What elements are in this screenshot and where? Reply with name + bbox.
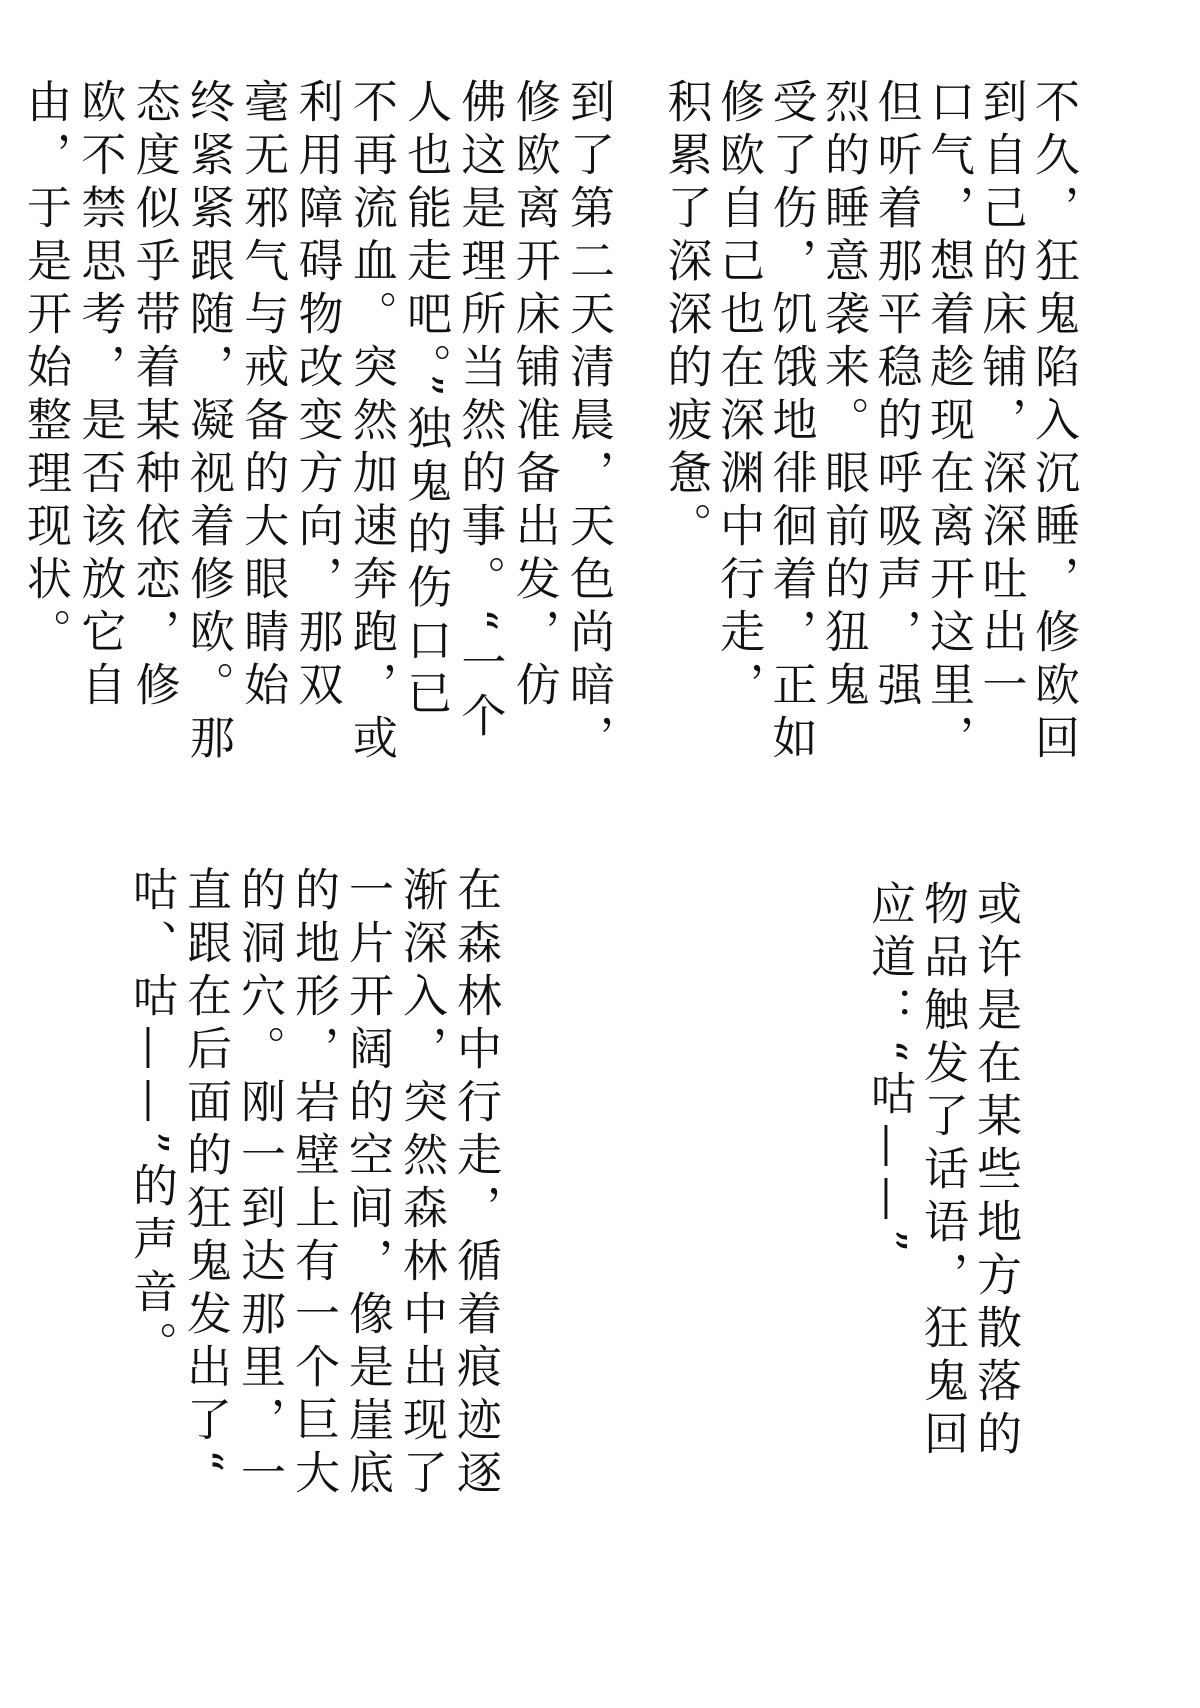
- text-column: 佛这是理所当然的事。“一个: [453, 78, 507, 746]
- text-column: 积累了深深的疲惫。: [659, 78, 713, 555]
- text-column: 咕、咕——”的声音。: [125, 866, 178, 1375]
- text-column: 修欧离开床铺准备出发，仿: [507, 78, 561, 714]
- text-column: 到了第二天清晨，天色尚暗，: [562, 78, 615, 767]
- text-column: 直跟在后面的狂鬼发出了“: [179, 866, 232, 1481]
- passage-4: [124, 866, 502, 1502]
- passage-3: [863, 880, 1022, 1463]
- text-column: 物品触发了话语，狂鬼回: [916, 880, 969, 1463]
- text-column: 人也能走吧。”独鬼的伤口已: [399, 78, 453, 723]
- text-column: 或许是在某些地方散落的: [969, 880, 1022, 1463]
- text-column: 在森林中行走，循着痕迹逐: [449, 866, 502, 1502]
- text-column: 口气，想着趁现在离开这里，: [922, 78, 975, 767]
- text-column: 受了伤，饥饿地徘徊着，正如: [764, 78, 818, 767]
- passage-2: [18, 78, 615, 767]
- text-column: 毫无邪气与戒备的大眼睛始: [236, 78, 290, 714]
- text-column: 终紧紧跟随，凝视着修欧。那: [181, 78, 235, 767]
- text-column: 的洞穴。刚一到达那里，一: [233, 866, 286, 1502]
- text-column: 修欧自己也在深渊中行走，: [712, 78, 765, 714]
- text-column: 利用障碍物改变方向，那双: [290, 78, 344, 714]
- text-column: 应道：“咕——”: [863, 880, 916, 1261]
- text-column: 由，于是开始整理现状。: [19, 78, 73, 661]
- text-column: 但听着那平稳的呼吸声，强: [869, 78, 923, 714]
- text-column: 的地形，岩壁上有一个巨大: [287, 866, 340, 1502]
- text-column: 态度似乎带着某种依恋，修: [127, 78, 181, 714]
- text-column: 渐深入，突然森林中出现了: [395, 866, 448, 1502]
- text-column: 不久，狂鬼陷入沉睡，修欧回: [1027, 78, 1080, 767]
- text-column: 欧不禁思考，是否该放它自: [73, 78, 127, 714]
- text-column: 烈的睡意袭来。眼前的狃鬼: [817, 78, 870, 714]
- text-column: 不再流血。突然加速奔跑，或: [344, 78, 398, 767]
- text-column: 到自己的床铺，深深吐出一: [974, 78, 1028, 714]
- passage-1: [659, 78, 1079, 767]
- text-column: 一片开阔的空间，像是崖底: [341, 866, 394, 1502]
